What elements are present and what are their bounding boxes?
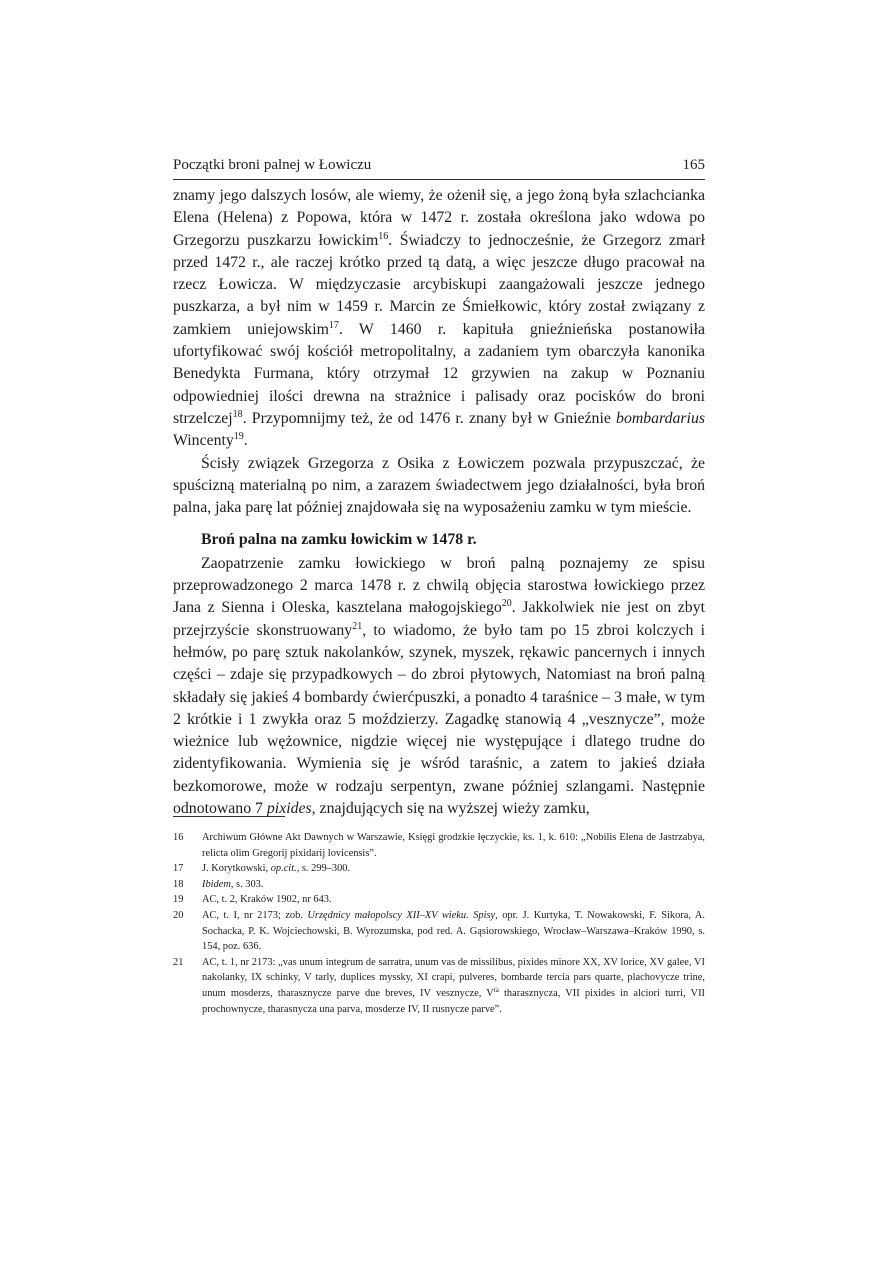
footnote-text: Archiwum Główne Akt Dawnych w Warszawie, Księgi grodzkie łęczyckie, ks. 1, k. 610: „Nobilis Elena de Jastrzabya, relicta olim Gregorij pixidarij lovicensis”. (202, 832, 705, 859)
italic-term: bombardarius (616, 409, 705, 427)
italic-term: Ibidem (202, 878, 231, 890)
italic-term: pixides (266, 800, 312, 818)
text-run: tharasznycza, VII pixides in alciori turri, VII prochownycze, tharasnycza una parva, mosderze IV, II rusnycze parve”. (202, 987, 705, 1015)
text-run: znamy jego dalszych losów, ale wiemy, że ożenił się, a jego żoną była szlachcianka Elena (Helena) z Popowa, która w 1472 r. została określona jako wdowa po Grzegorzu puszkarzu łowickim (173, 187, 705, 249)
text-run: AC, t. 1, nr 2173: „vas unum integrum de sarratra, unum vas de missilibus, pixides minore XX, XV lorice, XV galee, VI nakolanky, IX schinky, V tarly, duplices myssky, XI crapi, pulveres, bombarde tercia pars quarte, plachovycze trine, unum mosderzs, tharasznycze parve due breves, IV vesznycze, V (202, 956, 705, 999)
text-run: . Przypomnijmy też, że od 1476 r. znany był w Gnieźnie (242, 409, 617, 427)
footnote-number: 17 (173, 863, 184, 875)
footnote-number: 18 (173, 878, 184, 890)
text-run: . (243, 432, 248, 450)
text-run: . Jakkolwiek nie jest on zbyt przejrzyście skonstruowany (173, 599, 705, 639)
footnote-text (202, 861, 705, 877)
page-number: 165 (682, 157, 705, 173)
footnotes (173, 830, 705, 1017)
footnote-18 (173, 877, 705, 893)
text-run: Wincenty (173, 432, 234, 450)
text-run: , opr. J. Kurtyka, T. Nowakowski, F. Sikora, A. Sochacka, P. K. Wojciechowski, B. Wyrozumska, pod red. A. Gąsiorowskiego, Wrocław–Warszawa–Kraków 1990, s. 154, poz. 636. (202, 909, 705, 953)
text-run: Zaopatrzenie zamku łowickiego w broń palną poznajemy ze spisu przeprowadzonego 2 marca 1478 r. z chwilą objęcia starostwa łowickiego przez Jana z Sienna i Oleska, kasztelana małogojskiego (173, 554, 705, 617)
footnote-21 (173, 955, 705, 1017)
footnote-text (202, 877, 705, 893)
footnote-20 (173, 908, 705, 955)
footnote-number: 21 (173, 956, 184, 968)
section-heading: Broń palna na zamku łowickim w 1478 r. (201, 531, 477, 549)
text-run: J. Korytkowski, (202, 863, 271, 875)
footnote-ref-17[interactable]: 17 (328, 319, 339, 331)
footnote-separator (173, 816, 285, 817)
footnote-ref-18[interactable]: 18 (232, 408, 243, 420)
footnote-ref-20[interactable]: 20 (501, 598, 512, 610)
footnote-text (202, 955, 705, 1017)
text-run: , s. 299–300. (296, 863, 351, 875)
text-run: , to wiadomo, że było tam po 15 zbroi kolczych i hełmów, po parę sztuk nakolanków, szynek, myszek, rękawic pancernych i innych części – zdaje się przypadkowych – do zbroi płytowych, Natomiast na broń palną składały się jakieś 4 bombardy ćwierćpuszki, a ponadto 4 taraśnice – 3 małe, w tym 2 krótkie i 1 zwykła oraz 5 moździerzy. Zagadkę stanowią 4 „vesznycze”, może wieżnice lub wężownice, nigdzie więcej nie występujące i dlatego trudne do zidentyfikowania. Wymienia się je wśród taraśnic, a zatem to jakieś działa bezkomorowe, może w rodzaju serpentyn, zwane później szlangami. Następnie odnotowano 7 (173, 621, 705, 818)
running-title: Początki broni palnej w Łowiczu (173, 157, 372, 173)
footnote-number: 16 (173, 832, 184, 843)
footnote-ref-19[interactable]: 19 (233, 431, 244, 443)
footnote-text: AC, t. 2, Kraków 1902, nr 643. (202, 894, 332, 906)
italic-term: op.cit. (270, 863, 297, 875)
main-text (173, 185, 705, 820)
footnote-17 (173, 861, 705, 877)
paragraph-1 (173, 185, 705, 453)
footnote-number: 20 (173, 909, 184, 921)
footnote-16 (173, 830, 705, 861)
footnote-19 (173, 892, 705, 908)
superscript: ta (493, 985, 499, 994)
footnote-ref-16[interactable]: 16 (378, 230, 389, 242)
text-run: , s. 303. (230, 878, 264, 890)
paragraph-3 (173, 553, 705, 821)
footnote-text (202, 908, 705, 955)
italic-term: Urzędnicy małopolscy XII–XV wieku. Spisy (307, 909, 496, 921)
header-rule (173, 179, 705, 180)
text-run: . W 1460 r. kapituła gnieźnieńska postanowiła ufortyfikować swój kościół metropolitalny, a zadaniem tym obarczyła kanonika Benedykta Furmana, który otrzymał 12 grzywien na zakup w Poznaniu odpowiedniej ilości drewna na strażnice i palisady oraz pocisków do broni strzelczej (173, 320, 705, 427)
text-run: AC, t. I, nr 2173; zob. (202, 909, 308, 921)
footnote-number: 19 (173, 894, 184, 906)
footnote-ref-21[interactable]: 21 (352, 620, 363, 632)
paragraph-2: Ścisły związek Grzegorza z Osika z Łowiczem pozwala przypuszczać, że spuścizną materialną po nim, a zarazem świadectwem jego działalności, była broń palna, jaka parę lat później znajdowała się na wyposażeniu zamku w tym mieście. (173, 454, 705, 517)
text-run: , znajdujących się na wyższej wieży zamku, (311, 800, 590, 818)
running-header (173, 156, 705, 174)
text-run: . Świadczy to jednocześnie, że Grzegorz zmarł przed 1472 r., ale raczej krótko przed tą datą, a więc jeszcze długo pracował na rzecz Łowicza. W międzyczasie arcybiskupi zaangażowali jeszcze jednego puszkarza, a był nim w 1459 r. Marcin ze Śmiełkowic, który został związany z zamkiem uniejowskim (173, 231, 705, 338)
